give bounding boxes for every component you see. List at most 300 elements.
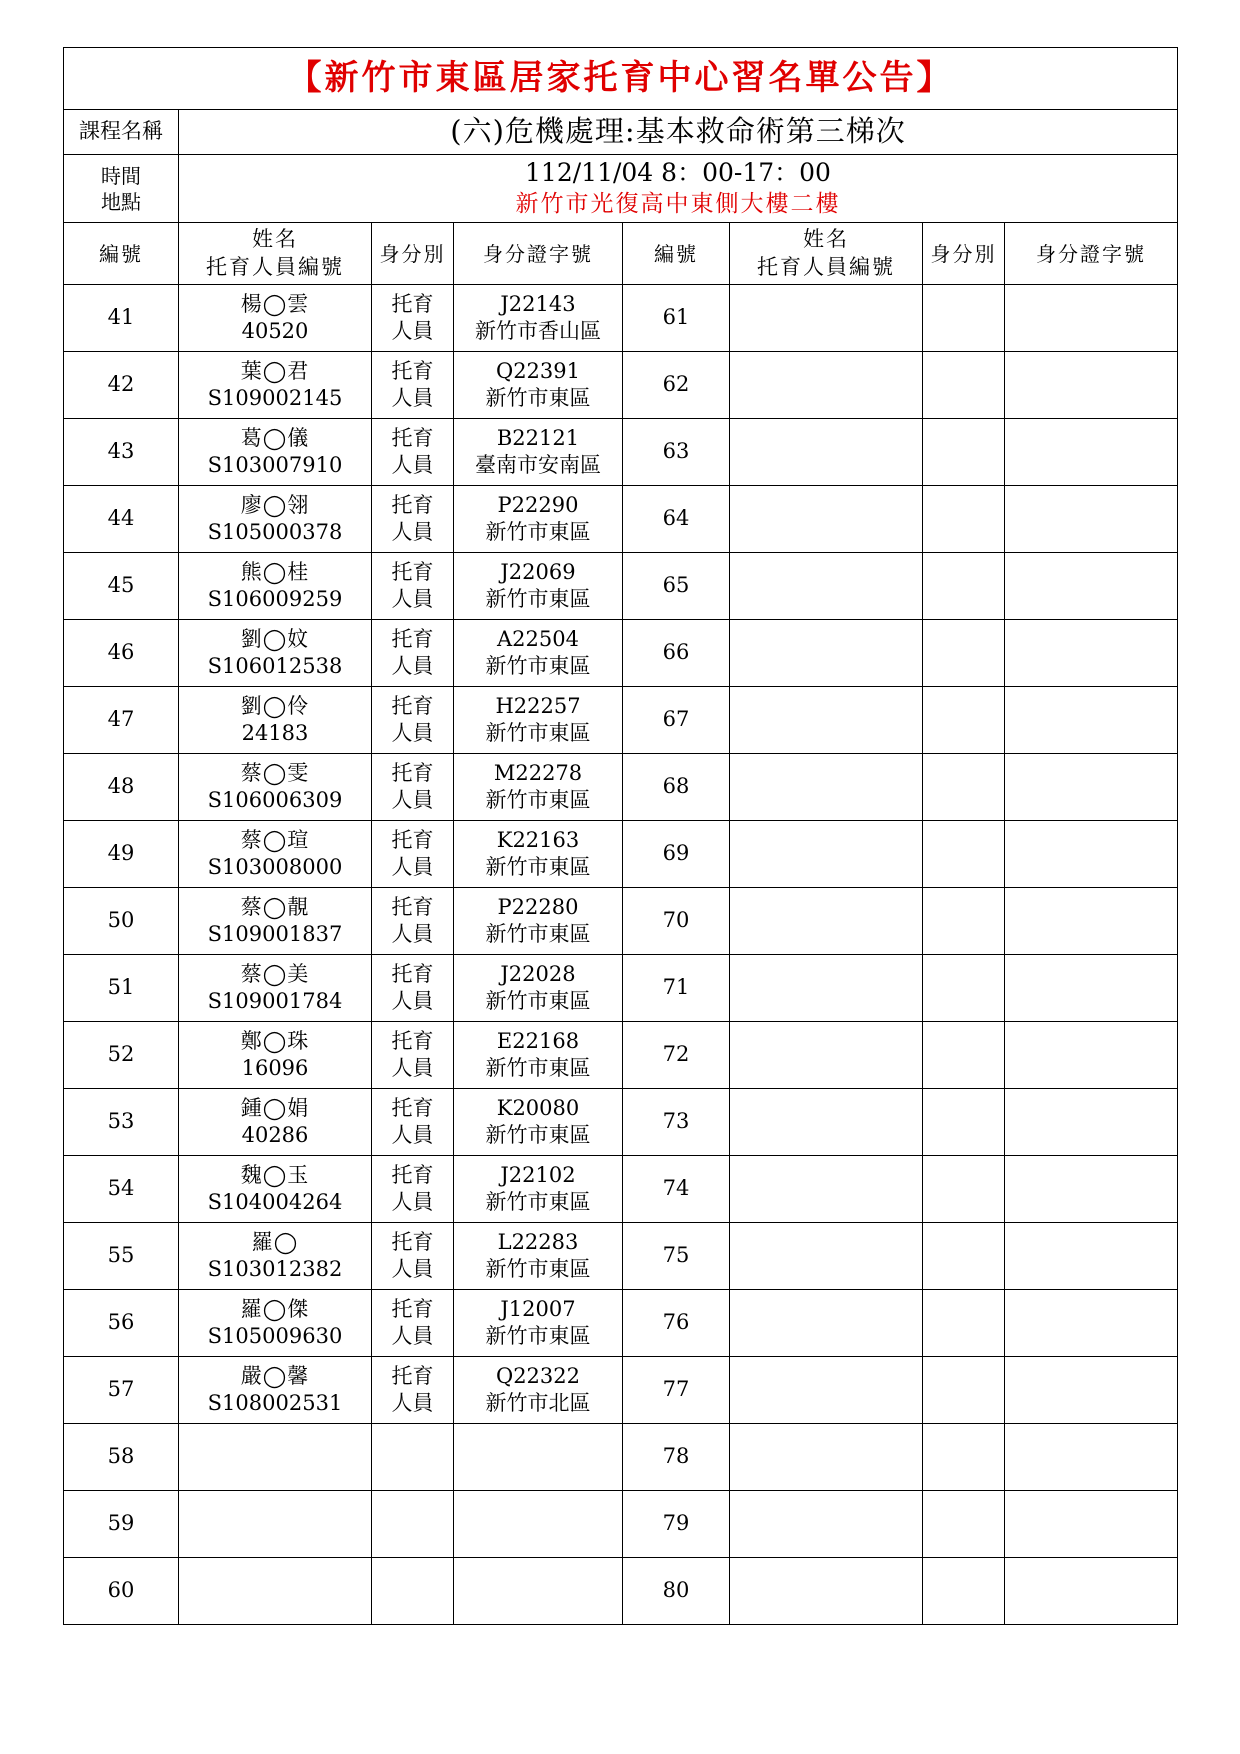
name-cell <box>179 1290 372 1357</box>
name-cell <box>179 620 372 687</box>
name-cell-right <box>730 1290 923 1357</box>
district: 新竹市東區 <box>485 386 591 410</box>
id-cell-right <box>1005 352 1178 419</box>
name-cell-right <box>730 888 923 955</box>
identity-cell <box>372 1156 454 1223</box>
id-cell-right <box>1005 1558 1178 1625</box>
table-row <box>64 687 1178 754</box>
person-name: 羅◯傑 <box>240 1296 310 1321</box>
id-cell <box>454 620 623 687</box>
identity-line2: 人員 <box>391 520 434 544</box>
person-name: 廖◯翎 <box>240 492 310 517</box>
id-cell <box>454 821 623 888</box>
identity-line1: 托育 <box>391 291 434 316</box>
staff-number: 40520 <box>241 319 309 343</box>
id-cell-right <box>1005 1357 1178 1424</box>
time-value: 112/11/04 8：00-17：00 <box>525 158 831 188</box>
name-cell-right <box>730 687 923 754</box>
row-number: 57 <box>64 1357 179 1424</box>
staff-number: S105009630 <box>207 1324 343 1348</box>
row-number-right: 77 <box>623 1357 730 1424</box>
table-row <box>64 553 1178 620</box>
id-cell <box>454 1558 623 1625</box>
row-number-right: 66 <box>623 620 730 687</box>
person-name: 嚴◯馨 <box>240 1363 310 1388</box>
row-number: 49 <box>64 821 179 888</box>
row-number: 59 <box>64 1491 179 1558</box>
staff-number: S103008000 <box>207 855 343 879</box>
id-cell <box>454 553 623 620</box>
identity-line1: 托育 <box>391 1028 434 1053</box>
district: 新竹市東區 <box>485 788 591 812</box>
identity-line2: 人員 <box>391 1190 434 1214</box>
table-row <box>64 888 1178 955</box>
row-number-right: 62 <box>623 352 730 419</box>
identity-line1: 托育 <box>391 827 434 852</box>
header-number-left: 編號 <box>64 223 179 285</box>
header-identity-left: 身分別 <box>372 223 454 285</box>
row-number: 44 <box>64 486 179 553</box>
table-row <box>64 821 1178 888</box>
row-number-right: 64 <box>623 486 730 553</box>
name-cell <box>179 1491 372 1558</box>
id-cell-right <box>1005 955 1178 1022</box>
identity-cell-right <box>923 1290 1005 1357</box>
id-cell-right <box>1005 687 1178 754</box>
identity-line2: 人員 <box>391 922 434 946</box>
identity-cell <box>372 419 454 486</box>
identity-line1: 托育 <box>391 961 434 986</box>
identity-line2: 人員 <box>391 453 434 477</box>
identity-line2: 人員 <box>391 788 434 812</box>
district: 新竹市東區 <box>485 989 591 1013</box>
id-cell <box>454 1290 623 1357</box>
staff-number: S106009259 <box>207 587 343 611</box>
identity-cell-right <box>923 754 1005 821</box>
name-cell-right <box>730 1491 923 1558</box>
name-cell <box>179 486 372 553</box>
place-value: 新竹市光復高中東側大樓二樓 <box>515 190 841 217</box>
table-row <box>64 486 1178 553</box>
row-number-right: 65 <box>623 553 730 620</box>
identity-cell-right <box>923 620 1005 687</box>
id-number: Q22391 <box>495 358 581 383</box>
course-name: (六)危機處理:基本救命術第三梯次 <box>179 110 1178 155</box>
name-cell-right <box>730 821 923 888</box>
id-cell <box>454 754 623 821</box>
staff-number: S108002531 <box>207 1391 343 1415</box>
table-row <box>64 1022 1178 1089</box>
name-cell-right <box>730 1223 923 1290</box>
identity-line2: 人員 <box>391 721 434 745</box>
row-number-right: 72 <box>623 1022 730 1089</box>
header-id-right: 身分證字號 <box>1005 223 1178 285</box>
id-number: J22069 <box>500 559 576 584</box>
row-number-right: 76 <box>623 1290 730 1357</box>
row-number-right: 79 <box>623 1491 730 1558</box>
time-place-label <box>64 155 179 223</box>
header-name-line1: 姓名 <box>252 227 298 252</box>
row-number-right: 68 <box>623 754 730 821</box>
district: 新竹市東區 <box>485 1123 591 1147</box>
identity-cell-right <box>923 553 1005 620</box>
id-number: P22290 <box>497 492 579 517</box>
row-number-right: 61 <box>623 285 730 352</box>
identity-cell <box>372 1089 454 1156</box>
identity-line2: 人員 <box>391 386 434 410</box>
row-number: 50 <box>64 888 179 955</box>
id-cell-right <box>1005 1491 1178 1558</box>
district: 新竹市東區 <box>485 1056 591 1080</box>
id-cell <box>454 1022 623 1089</box>
header-row <box>64 223 1178 285</box>
identity-cell-right <box>923 1223 1005 1290</box>
identity-line2: 人員 <box>391 1257 434 1281</box>
identity-cell-right <box>923 352 1005 419</box>
name-cell-right <box>730 352 923 419</box>
table-row <box>64 352 1178 419</box>
id-cell <box>454 888 623 955</box>
identity-line2: 人員 <box>391 1391 434 1415</box>
id-number: K22163 <box>496 827 580 852</box>
district: 新竹市北區 <box>485 1391 591 1415</box>
row-number-right: 80 <box>623 1558 730 1625</box>
row-number: 55 <box>64 1223 179 1290</box>
table-row <box>64 620 1178 687</box>
name-cell <box>179 352 372 419</box>
name-cell-right <box>730 1156 923 1223</box>
header-name-line2: 托育人員編號 <box>757 254 895 279</box>
name-cell <box>179 1156 372 1223</box>
table-row <box>64 1223 1178 1290</box>
name-cell <box>179 687 372 754</box>
name-cell-right <box>730 1424 923 1491</box>
id-cell-right <box>1005 1424 1178 1491</box>
id-cell-right <box>1005 1290 1178 1357</box>
name-cell-right <box>730 285 923 352</box>
identity-cell-right <box>923 486 1005 553</box>
staff-number: S106006309 <box>207 788 343 812</box>
id-cell-right <box>1005 486 1178 553</box>
identity-line1: 托育 <box>391 1229 434 1254</box>
id-cell <box>454 1491 623 1558</box>
row-number-right: 67 <box>623 687 730 754</box>
identity-line2: 人員 <box>391 855 434 879</box>
identity-cell-right <box>923 1357 1005 1424</box>
id-number: B22121 <box>496 425 580 450</box>
name-cell <box>179 1357 372 1424</box>
identity-cell-right <box>923 1424 1005 1491</box>
identity-cell-right <box>923 1089 1005 1156</box>
person-name: 蔡◯瑄 <box>240 827 310 852</box>
table-row <box>64 285 1178 352</box>
id-cell <box>454 1357 623 1424</box>
staff-number: S109001784 <box>207 989 343 1013</box>
row-number-right: 71 <box>623 955 730 1022</box>
id-cell <box>454 419 623 486</box>
name-cell-right <box>730 1089 923 1156</box>
identity-cell <box>372 1223 454 1290</box>
id-cell-right <box>1005 620 1178 687</box>
identity-cell <box>372 955 454 1022</box>
time-place-value <box>179 155 1178 223</box>
person-name: 葛◯儀 <box>240 425 310 450</box>
name-cell-right <box>730 955 923 1022</box>
person-name: 鄭◯珠 <box>240 1028 310 1053</box>
person-name: 熊◯桂 <box>240 559 310 584</box>
name-cell <box>179 1558 372 1625</box>
id-number: J22028 <box>500 961 576 986</box>
name-cell <box>179 1223 372 1290</box>
time-label: 時間 <box>101 163 141 188</box>
person-name: 鍾◯娟 <box>240 1095 310 1120</box>
identity-line1: 托育 <box>391 760 434 785</box>
identity-line1: 托育 <box>391 1296 434 1321</box>
identity-line2: 人員 <box>391 587 434 611</box>
identity-line1: 托育 <box>391 1095 434 1120</box>
id-cell <box>454 1156 623 1223</box>
person-name: 劉◯伶 <box>240 693 310 718</box>
identity-cell <box>372 486 454 553</box>
id-cell-right <box>1005 1022 1178 1089</box>
person-name: 蔡◯雯 <box>240 760 310 785</box>
staff-number: S103007910 <box>207 453 343 477</box>
name-cell <box>179 1022 372 1089</box>
id-cell <box>454 687 623 754</box>
identity-cell <box>372 1424 454 1491</box>
district: 新竹市東區 <box>485 1324 591 1348</box>
identity-line1: 托育 <box>391 1363 434 1388</box>
identity-cell <box>372 1357 454 1424</box>
district: 新竹市東區 <box>485 1190 591 1214</box>
staff-number: 40286 <box>241 1123 309 1147</box>
name-cell <box>179 1089 372 1156</box>
identity-cell-right <box>923 687 1005 754</box>
name-cell-right <box>730 754 923 821</box>
table-row <box>64 754 1178 821</box>
district: 新竹市東區 <box>485 922 591 946</box>
row-number-right: 70 <box>623 888 730 955</box>
id-cell <box>454 1223 623 1290</box>
person-name: 魏◯玉 <box>240 1162 310 1187</box>
roster-table <box>63 47 1178 1625</box>
identity-cell-right <box>923 419 1005 486</box>
id-cell-right <box>1005 1089 1178 1156</box>
header-name-line2: 托育人員編號 <box>206 254 344 279</box>
id-cell-right <box>1005 754 1178 821</box>
identity-line1: 托育 <box>391 425 434 450</box>
identity-cell-right <box>923 285 1005 352</box>
id-number: A22504 <box>497 626 579 651</box>
id-cell <box>454 1089 623 1156</box>
row-number: 53 <box>64 1089 179 1156</box>
staff-number: S103012382 <box>207 1257 343 1281</box>
name-cell <box>179 955 372 1022</box>
name-cell-right <box>730 553 923 620</box>
district: 新竹市東區 <box>485 1257 591 1281</box>
person-name: 劉◯妏 <box>240 626 310 651</box>
name-cell <box>179 754 372 821</box>
identity-cell <box>372 687 454 754</box>
identity-cell-right <box>923 1156 1005 1223</box>
name-cell-right <box>730 486 923 553</box>
table-row <box>64 1424 1178 1491</box>
name-cell-right <box>730 1357 923 1424</box>
id-cell-right <box>1005 1223 1178 1290</box>
name-cell-right <box>730 1022 923 1089</box>
identity-cell-right <box>923 1558 1005 1625</box>
id-cell <box>454 955 623 1022</box>
district: 新竹市東區 <box>485 520 591 544</box>
name-cell <box>179 1424 372 1491</box>
person-name: 葉◯君 <box>240 358 310 383</box>
identity-cell <box>372 754 454 821</box>
id-cell <box>454 352 623 419</box>
staff-number: S105000378 <box>207 520 343 544</box>
row-number: 48 <box>64 754 179 821</box>
row-number: 41 <box>64 285 179 352</box>
id-cell-right <box>1005 553 1178 620</box>
id-cell-right <box>1005 285 1178 352</box>
row-number: 42 <box>64 352 179 419</box>
district: 新竹市東區 <box>485 654 591 678</box>
name-cell <box>179 419 372 486</box>
row-number-right: 75 <box>623 1223 730 1290</box>
header-name-line1: 姓名 <box>803 227 849 252</box>
name-cell-right <box>730 620 923 687</box>
identity-cell-right <box>923 955 1005 1022</box>
id-cell <box>454 285 623 352</box>
id-number: J12007 <box>500 1296 576 1321</box>
id-cell-right <box>1005 1156 1178 1223</box>
row-number: 51 <box>64 955 179 1022</box>
identity-cell <box>372 1558 454 1625</box>
row-number: 56 <box>64 1290 179 1357</box>
id-number: K20080 <box>496 1095 580 1120</box>
identity-cell <box>372 285 454 352</box>
district: 新竹市香山區 <box>475 319 601 343</box>
name-cell <box>179 553 372 620</box>
header-name-right <box>730 223 923 285</box>
row-number-right: 69 <box>623 821 730 888</box>
row-number-right: 73 <box>623 1089 730 1156</box>
id-number: Q22322 <box>495 1363 581 1388</box>
id-cell-right <box>1005 821 1178 888</box>
table-row <box>64 955 1178 1022</box>
identity-line2: 人員 <box>391 319 434 343</box>
name-cell <box>179 888 372 955</box>
id-number: E22168 <box>496 1028 580 1053</box>
identity-line2: 人員 <box>391 1123 434 1147</box>
table-row <box>64 1558 1178 1625</box>
identity-cell <box>372 352 454 419</box>
identity-cell <box>372 888 454 955</box>
name-cell <box>179 821 372 888</box>
id-number: M22278 <box>493 760 583 785</box>
place-label: 地點 <box>101 189 141 214</box>
district: 臺南市安南區 <box>475 453 601 477</box>
identity-cell <box>372 1290 454 1357</box>
name-cell-right <box>730 419 923 486</box>
row-number: 43 <box>64 419 179 486</box>
district: 新竹市東區 <box>485 855 591 879</box>
course-label: 課程名稱 <box>64 110 179 155</box>
person-name: 羅◯ <box>251 1229 299 1254</box>
header-id-left: 身分證字號 <box>454 223 623 285</box>
id-cell-right <box>1005 419 1178 486</box>
staff-number: S106012538 <box>207 654 343 678</box>
id-cell-right <box>1005 888 1178 955</box>
identity-line2: 人員 <box>391 654 434 678</box>
identity-line1: 托育 <box>391 358 434 383</box>
identity-cell <box>372 553 454 620</box>
row-number: 47 <box>64 687 179 754</box>
identity-cell <box>372 620 454 687</box>
row-number: 45 <box>64 553 179 620</box>
row-number: 60 <box>64 1558 179 1625</box>
identity-cell <box>372 1022 454 1089</box>
table-row <box>64 1491 1178 1558</box>
staff-number: S109001837 <box>207 922 343 946</box>
staff-number: 24183 <box>241 721 309 745</box>
row-number: 46 <box>64 620 179 687</box>
row-number: 52 <box>64 1022 179 1089</box>
row-number: 54 <box>64 1156 179 1223</box>
id-cell <box>454 1424 623 1491</box>
identity-cell-right <box>923 1022 1005 1089</box>
id-number: J22102 <box>500 1162 576 1187</box>
page-title: 【新竹市東區居家托育中心習名單公告】 <box>64 48 1178 110</box>
row-number-right: 78 <box>623 1424 730 1491</box>
name-cell <box>179 285 372 352</box>
header-number-right: 編號 <box>623 223 730 285</box>
person-name: 蔡◯美 <box>240 961 310 986</box>
staff-number: S109002145 <box>207 386 343 410</box>
identity-line1: 托育 <box>391 894 434 919</box>
row-number-right: 74 <box>623 1156 730 1223</box>
person-name: 楊◯雲 <box>240 291 310 316</box>
identity-line1: 托育 <box>391 693 434 718</box>
staff-number: S104004264 <box>207 1190 343 1214</box>
district: 新竹市東區 <box>485 721 591 745</box>
identity-cell <box>372 821 454 888</box>
table-row <box>64 1156 1178 1223</box>
identity-line2: 人員 <box>391 989 434 1013</box>
name-cell-right <box>730 1558 923 1625</box>
identity-cell-right <box>923 888 1005 955</box>
person-name: 蔡◯靚 <box>240 894 310 919</box>
header-name-left <box>179 223 372 285</box>
identity-cell <box>372 1491 454 1558</box>
identity-line1: 托育 <box>391 626 434 651</box>
table-row <box>64 419 1178 486</box>
table-row <box>64 1290 1178 1357</box>
identity-line1: 托育 <box>391 559 434 584</box>
id-cell <box>454 486 623 553</box>
id-number: L22283 <box>497 1229 579 1254</box>
header-identity-right: 身分別 <box>923 223 1005 285</box>
identity-line1: 托育 <box>391 492 434 517</box>
id-number: P22280 <box>497 894 579 919</box>
row-number: 58 <box>64 1424 179 1491</box>
table-row <box>64 1089 1178 1156</box>
identity-cell-right <box>923 821 1005 888</box>
id-number: J22143 <box>500 291 576 316</box>
identity-line1: 托育 <box>391 1162 434 1187</box>
identity-line2: 人員 <box>391 1056 434 1080</box>
identity-cell-right <box>923 1491 1005 1558</box>
id-number: H22257 <box>495 693 581 718</box>
